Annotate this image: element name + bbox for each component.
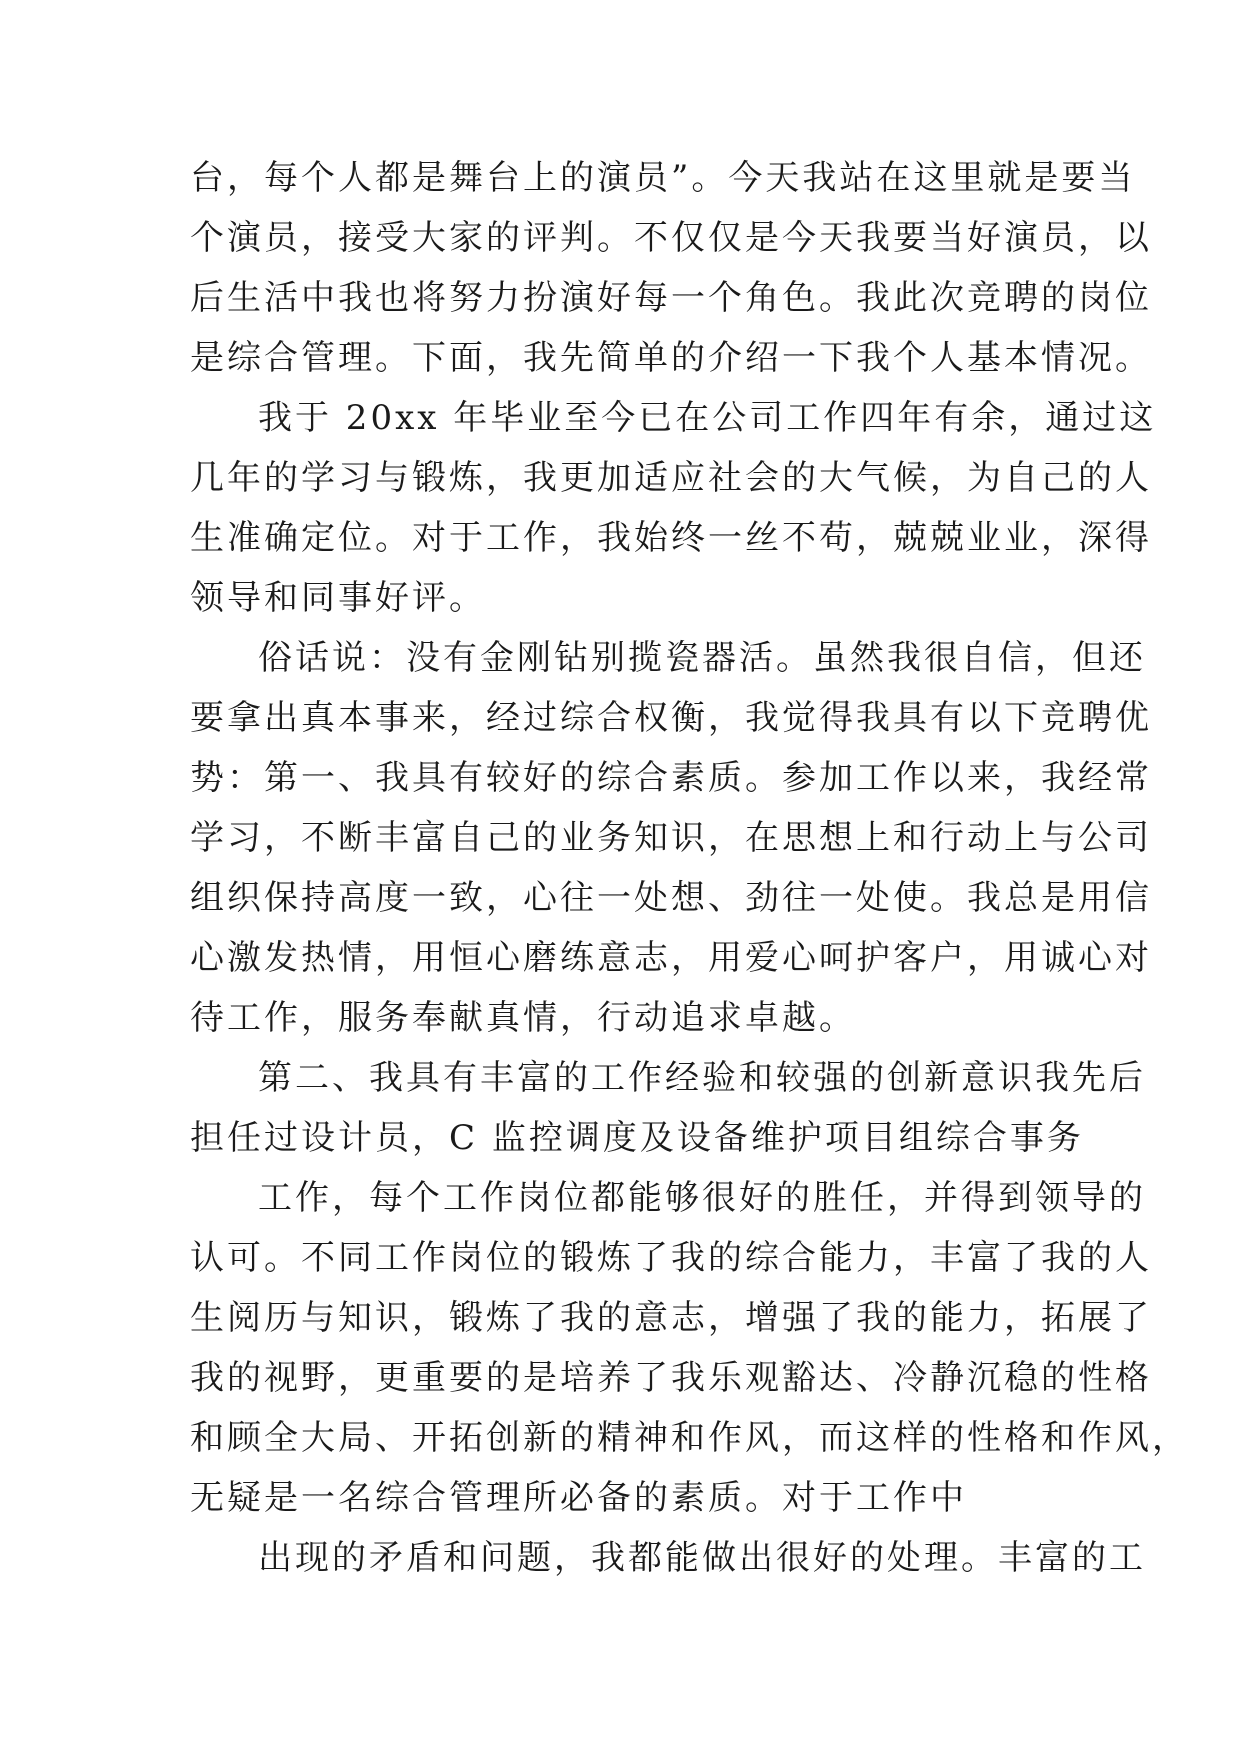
text-line: 生准确定位。对于工作，我始终一丝不苟，兢兢业业，深得 bbox=[190, 518, 1152, 558]
text-line: 学习，不断丰富自己的业务知识，在思想上和行动上与公司 bbox=[190, 818, 1152, 858]
text-line: 势：第一、我具有较好的综合素质。参加工作以来，我经常 bbox=[190, 758, 1152, 798]
text-line: 和顾全大局、开拓创新的精神和作风，而这样的性格和作风， bbox=[190, 1418, 1189, 1458]
paragraph-first-line: 我于 20xx 年毕业至今已在公司工作四年有余，通过这 bbox=[258, 398, 1157, 438]
text-line: 要拿出真本事来，经过综合权衡，我觉得我具有以下竞聘优 bbox=[190, 698, 1152, 738]
text-line: 后生活中我也将努力扮演好每一个角色。我此次竞聘的岗位 bbox=[190, 278, 1152, 318]
paragraph-first-line: 出现的矛盾和问题，我都能做出很好的处理。丰富的工 bbox=[258, 1538, 1146, 1578]
text-line: 台，每个人都是舞台上的演员”。今天我站在这里就是要当 bbox=[190, 158, 1136, 198]
text-line: 待工作，服务奉献真情，行动追求卓越。 bbox=[190, 998, 856, 1038]
text-line: 认可。不同工作岗位的锻炼了我的综合能力，丰富了我的人 bbox=[190, 1238, 1152, 1278]
text-line: 组织保持高度一致，心往一处想、劲往一处使。我总是用信 bbox=[190, 878, 1152, 918]
text-line: 领导和同事好评。 bbox=[190, 578, 486, 618]
text-line: 是综合管理。下面，我先简单的介绍一下我个人基本情况。 bbox=[190, 338, 1152, 378]
text-line: 担任过设计员，C 监控调度及设备维护项目组综合事务 bbox=[190, 1118, 1084, 1158]
body-text bbox=[190, 148, 1189, 1588]
text-line: 个演员，接受大家的评判。不仅仅是今天我要当好演员，以 bbox=[190, 218, 1152, 258]
paragraph-first-line: 第二、我具有丰富的工作经验和较强的创新意识我先后 bbox=[258, 1058, 1146, 1098]
text-line: 无疑是一名综合管理所必备的素质。对于工作中 bbox=[190, 1478, 967, 1518]
text-line: 我的视野，更重要的是培养了我乐观豁达、冷静沉稳的性格 bbox=[190, 1358, 1152, 1398]
text-line: 生阅历与知识，锻炼了我的意志，增强了我的能力，拓展了 bbox=[190, 1298, 1152, 1338]
paragraph-first-line: 俗话说：没有金刚钻别揽瓷器活。虽然我很自信，但还 bbox=[258, 638, 1146, 678]
text-line: 几年的学习与锻炼，我更加适应社会的大气候，为自己的人 bbox=[190, 458, 1152, 498]
paragraph-first-line: 工作，每个工作岗位都能够很好的胜任，并得到领导的 bbox=[258, 1178, 1146, 1218]
text-line: 心激发热情，用恒心磨练意志，用爱心呵护客户，用诚心对 bbox=[190, 938, 1152, 978]
